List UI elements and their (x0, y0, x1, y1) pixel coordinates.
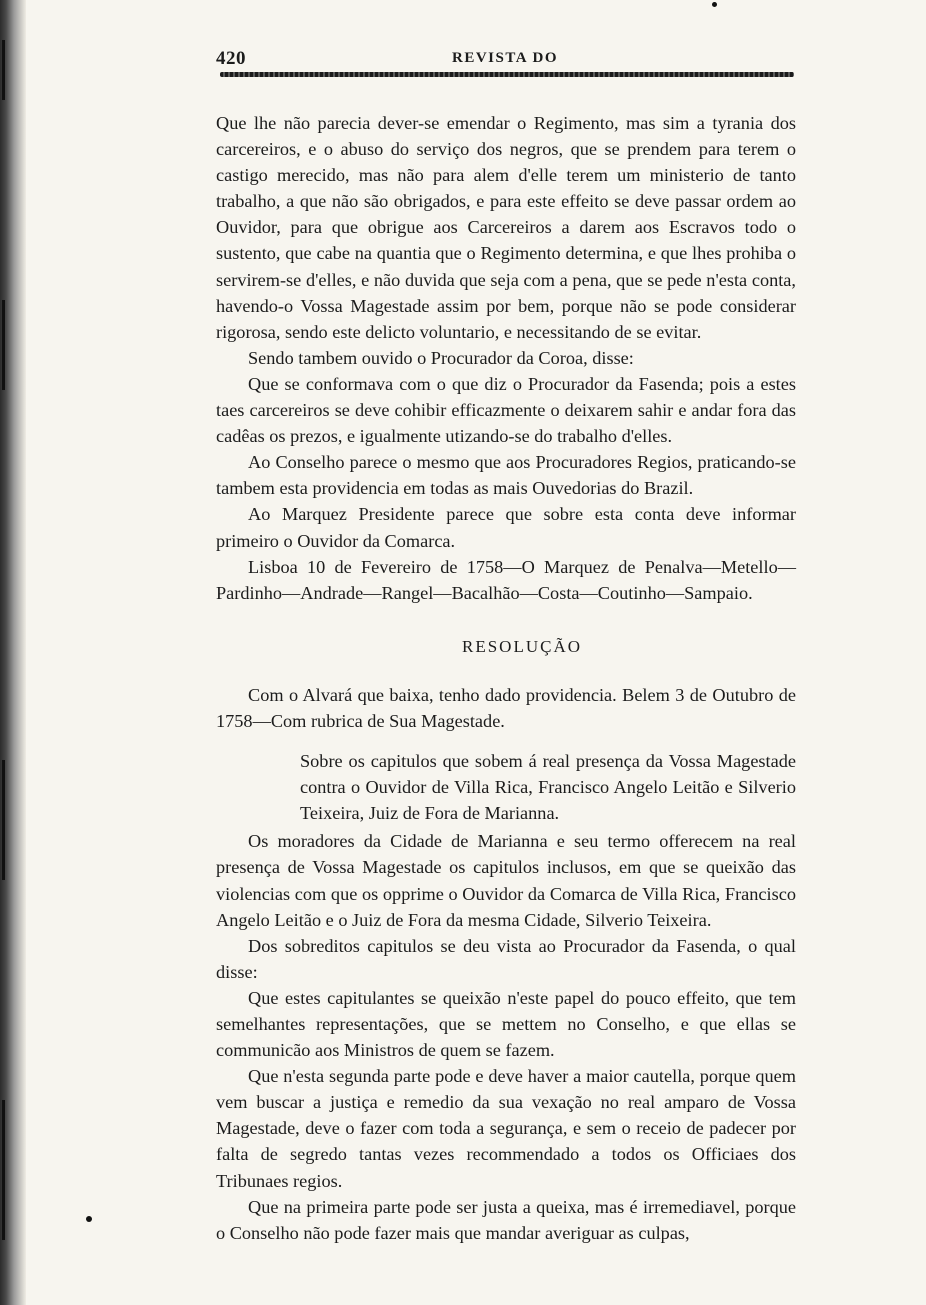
page-binding-edge (0, 0, 26, 1305)
paragraph: Que n'esta segunda parte pode e deve haver a maior cautella, porque quem vem buscar a justiça e remedio da sua vexação no real amparo de Vossa Magestade, deve o fazer com toda a segurança, e sem o receio de padecer por falta de segredo tantas vezes recommendado a todos os Officiaes dos Tribunaes regios. (216, 1066, 796, 1191)
paragraph: Dos sobreditos capitulos se deu vista ao Procurador da Fasenda, o qual disse: (216, 935, 796, 982)
binding-mark (2, 300, 5, 390)
page-body (216, 110, 796, 1246)
paragraph: Os moradores da Cidade de Marianna e seu termo offerecem na real presença de Vossa Magestade os capitulos inclusos, em que se queixão das violencias com que os opprime o Ouvidor da Comarca de Villa Rica, Francisco Angelo Leitão e o Juiz de Fora da mesma Cidade, Silverio Teixeira. (216, 831, 796, 930)
summary-block: Sobre os capitulos que sobem á real presença da Vossa Magestade contra o Ouvidor de Villa Rica, Francisco Angelo Leitão e Silverio Teixeira, Juiz de Fora de Marianna. (300, 751, 796, 824)
resolution-heading: RESOLUÇÃO (461, 636, 582, 656)
binding-mark (2, 1100, 5, 1240)
paragraph: Que na primeira parte pode ser justa a queixa, mas é irremediavel, porque o Conselho não pode fazer mais que mandar averiguar as culpas, (216, 1196, 796, 1243)
paragraph: Que se conformava com o que diz o Procurador da Fasenda; pois a estes taes carcereiros se deve cohibir efficazmente o deixarem sahir e andar fora das cadêas os prezos, e igualmente utizando-se do trabalho d'elles. (216, 373, 796, 447)
print-speck (86, 1216, 92, 1222)
binding-mark (2, 40, 5, 100)
binding-mark (2, 760, 5, 880)
paragraph: Sendo tambem ouvido o Procurador da Coroa, disse: (248, 347, 634, 368)
page-header (216, 44, 794, 72)
paragraph: Com o Alvará que baixa, tenho dado providencia. Belem 3 de Outubro de 1758—Com rubrica de Sua Magestade. (216, 684, 796, 731)
header-rule (220, 72, 794, 77)
running-title: REVISTA DO (452, 50, 558, 66)
paragraph: Ao Conselho parece o mesmo que aos Procuradores Regios, praticando-se tambem esta providencia em todas as mais Ouvedorias do Brazil. (216, 452, 796, 499)
paragraph: Ao Marquez Presidente parece que sobre esta conta deve informar primeiro o Ouvidor da Comarca. (216, 504, 796, 551)
print-speck (712, 2, 717, 7)
page-number: 420 (216, 48, 246, 69)
signatures-paragraph: Lisboa 10 de Fevereiro de 1758—O Marquez de Penalva—Metello—Pardinho—Andrade—Rangel—Bacalhão—Costa—Coutinho—Sampaio. (216, 556, 796, 603)
paragraph: Que lhe não parecia dever-se emendar o Regimento, mas sim a tyrania dos carcereiros, e o abuso do serviço dos negros, que se prendem para terem o castigo merecido, mas não para alem d'elle terem um ministerio de tanto trabalho, a que não são obrigados, e para este effeito se deve passar ordem ao Ouvidor, para que obrigue aos Carcereiros a darem aos Escravos todo o sustento, que cabe na quantia que o Regimento determina, e que lhes prohiba o servirem-se d'elles, e não duvida que seja com a pena, que se pede n'esta conta, havendo-o Vossa Magestade assim por bem, porque não se pode considerar rigorosa, sendo este delicto voluntario, e necessitando de se evitar. (216, 113, 796, 342)
paragraph: Que estes capitulantes se queixão n'este papel do pouco effeito, que tem semelhantes representações, que se mettem no Conselho, e que ellas se communicão aos Ministros de quem se fazem. (216, 987, 796, 1061)
